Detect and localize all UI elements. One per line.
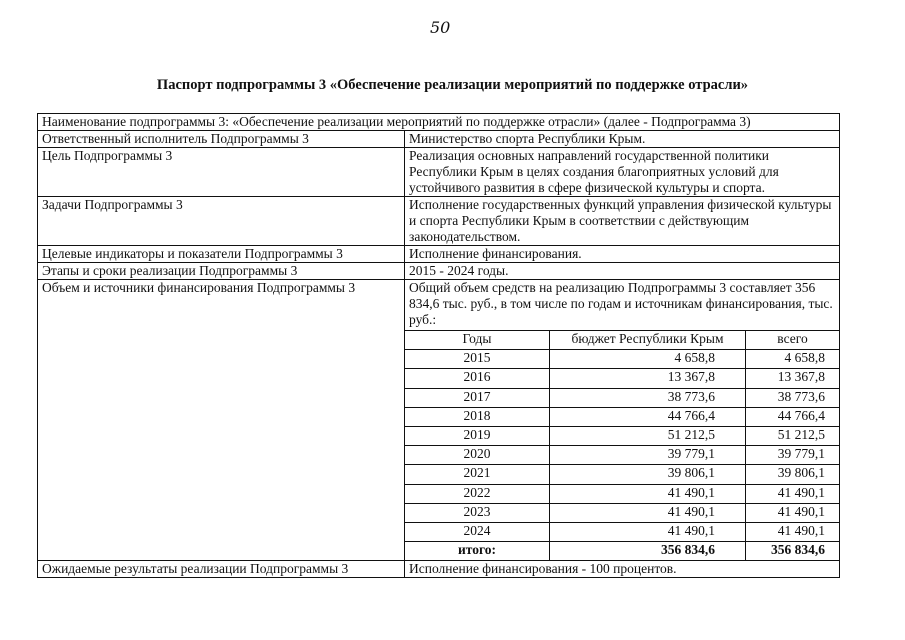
- year-cell: 2022: [405, 484, 550, 503]
- year-cell: 2018: [405, 407, 550, 426]
- budget-cell: 38 773,6: [550, 388, 746, 407]
- financing-table-row: [405, 503, 839, 522]
- table-row: [38, 263, 840, 280]
- row-label: Цель Подпрограммы 3: [38, 148, 405, 197]
- row-label: Ответственный исполнитель Подпрограммы 3: [38, 131, 405, 148]
- header-total: всего: [746, 331, 840, 350]
- year-cell: 2020: [405, 446, 550, 465]
- total-cell: 38 773,6: [746, 388, 840, 407]
- financing-table-row: [405, 388, 839, 407]
- financing-total-row: [405, 542, 839, 561]
- total-budget: 356 834,6: [550, 542, 746, 561]
- table-row: [38, 246, 840, 263]
- year-cell: 2019: [405, 426, 550, 445]
- financing-table-row: [405, 369, 839, 388]
- budget-cell: 13 367,8: [550, 369, 746, 388]
- budget-cell: 41 490,1: [550, 522, 746, 541]
- total-cell: 13 367,8: [746, 369, 840, 388]
- budget-cell: 39 806,1: [550, 465, 746, 484]
- total-cell: 41 490,1: [746, 503, 840, 522]
- results-row: [38, 561, 840, 578]
- total-cell: 39 779,1: [746, 446, 840, 465]
- financing-intro: Общий объем средств на реализацию Подпрограммы 3 составляет 356 834,6 тыс. руб., в том числе по годам и источникам финансирования, тыс. руб.:: [409, 280, 833, 327]
- document-title: Паспорт подпрограммы 3 «Обеспечение реализации мероприятий по поддержке отрасли»: [156, 77, 749, 93]
- financing-row: [38, 280, 840, 561]
- results-label: Ожидаемые результаты реализации Подпрограммы 3: [38, 561, 405, 578]
- table-row: [38, 131, 840, 148]
- table-row: [38, 197, 840, 246]
- row-value: 2015 - 2024 годы.: [405, 263, 840, 280]
- financing-table-row: [405, 350, 839, 369]
- budget-cell: 39 779,1: [550, 446, 746, 465]
- total-cell: 4 658,8: [746, 350, 840, 369]
- row-label: Этапы и сроки реализации Подпрограммы 3: [38, 263, 405, 280]
- total-cell: 51 212,5: [746, 426, 840, 445]
- budget-cell: 51 212,5: [550, 426, 746, 445]
- financing-table-row: [405, 465, 839, 484]
- financing-label: Объем и источники финансирования Подпрограммы 3: [38, 280, 405, 561]
- row-value: Реализация основных направлений государственной политики Республики Крым в целях создания благоприятных условий для устойчивого развития в сфере физической культуры и спорта.: [405, 148, 840, 197]
- year-cell: 2024: [405, 522, 550, 541]
- total-sum: 356 834,6: [746, 542, 840, 561]
- year-cell: 2017: [405, 388, 550, 407]
- financing-table: [405, 330, 839, 560]
- total-cell: 39 806,1: [746, 465, 840, 484]
- financing-table-row: [405, 522, 839, 541]
- results-value: Исполнение финансирования - 100 процентов.: [405, 561, 840, 578]
- year-cell: 2016: [405, 369, 550, 388]
- year-cell: 2021: [405, 465, 550, 484]
- budget-cell: 44 766,4: [550, 407, 746, 426]
- row-label: Целевые индикаторы и показатели Подпрограммы 3: [38, 246, 405, 263]
- total-label: итого:: [405, 542, 550, 561]
- total-cell: 41 490,1: [746, 522, 840, 541]
- financing-header-row: [405, 331, 839, 350]
- header-years: Годы: [405, 331, 550, 350]
- financing-table-row: [405, 426, 839, 445]
- total-cell: 44 766,4: [746, 407, 840, 426]
- year-cell: 2015: [405, 350, 550, 369]
- row-value: Министерство спорта Республики Крым.: [405, 131, 840, 148]
- year-cell: 2023: [405, 503, 550, 522]
- row-label: Задачи Подпрограммы 3: [38, 197, 405, 246]
- financing-table-row: [405, 446, 839, 465]
- financing-table-row: [405, 484, 839, 503]
- header-budget: бюджет Республики Крым: [550, 331, 746, 350]
- row-value: Исполнение государственных функций управления физической культуры и спорта Республики Крым в соответствии с действующим законодательством.: [405, 197, 840, 246]
- budget-cell: 41 490,1: [550, 503, 746, 522]
- row-value: Исполнение финансирования.: [405, 246, 840, 263]
- financing-value: [405, 280, 840, 561]
- subprogram-name-cell: Наименование подпрограммы 3: «Обеспечение реализации мероприятий по поддержке отрасли» (далее - Подпрограмма 3): [38, 114, 840, 131]
- budget-cell: 41 490,1: [550, 484, 746, 503]
- total-cell: 41 490,1: [746, 484, 840, 503]
- passport-table: [37, 113, 840, 578]
- header-row: [38, 114, 840, 131]
- page-number: 50: [430, 18, 451, 37]
- financing-table-row: [405, 407, 839, 426]
- budget-cell: 4 658,8: [550, 350, 746, 369]
- table-row: [38, 148, 840, 197]
